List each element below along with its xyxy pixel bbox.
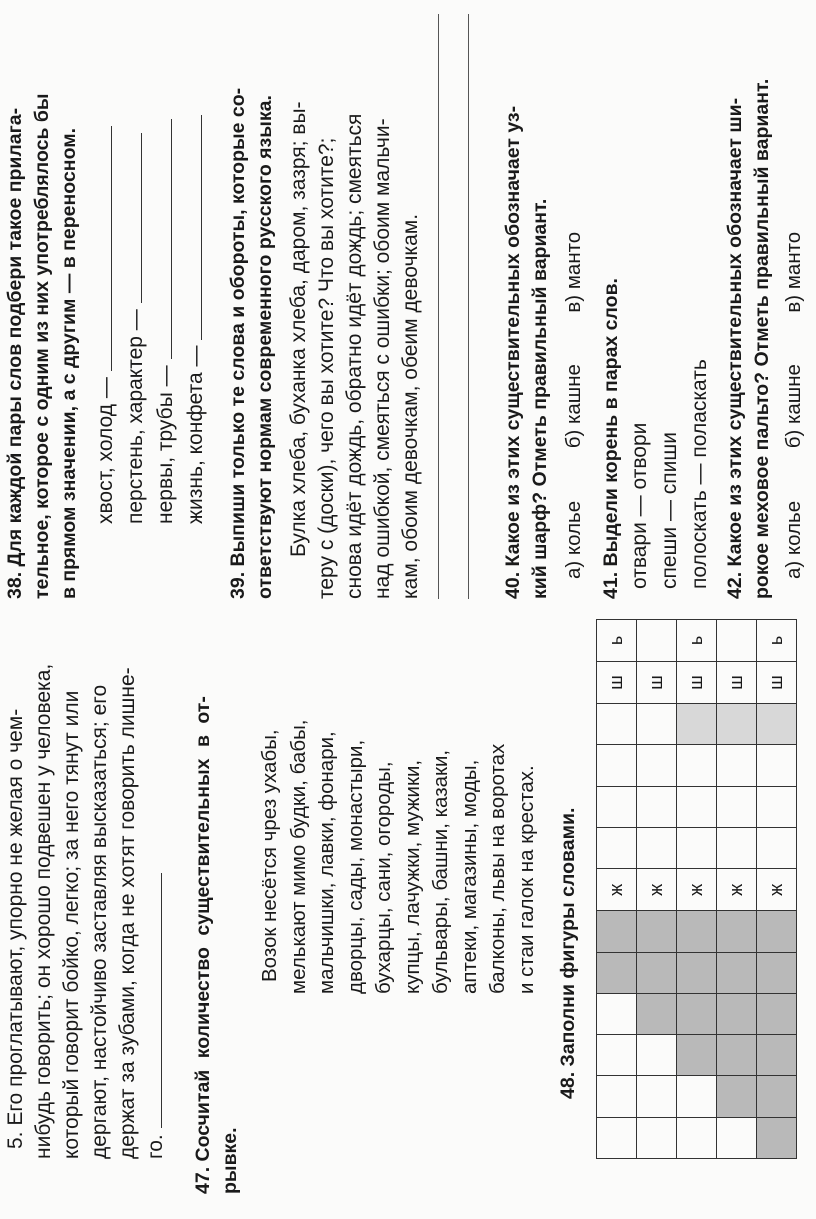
- riddle-line: го.: [144, 1134, 167, 1159]
- exercise-title: в прямом значении, а с другим — в переносном.: [58, 127, 80, 599]
- grid-cell[interactable]: [677, 745, 717, 786]
- grid-cell[interactable]: [757, 786, 797, 827]
- option[interactable]: в) манто: [782, 231, 805, 313]
- answer-line[interactable]: [161, 873, 162, 1128]
- word-pair: полоскать — поласкать: [688, 359, 711, 589]
- grid-cell[interactable]: [677, 1076, 717, 1117]
- option[interactable]: а) колье: [562, 500, 585, 579]
- grid-cell[interactable]: [757, 1117, 797, 1158]
- poem-line: Возок несётся чрез ухабы,: [258, 729, 281, 982]
- option[interactable]: а) колье: [782, 500, 805, 579]
- grid-cell[interactable]: [597, 952, 637, 993]
- grid-cell[interactable]: [757, 704, 797, 745]
- grid-cell[interactable]: [717, 620, 757, 662]
- exercise-47: [190, 619, 541, 1194]
- exercise-title: Выдели корень в парах слов.: [600, 278, 622, 567]
- riddle-line: 5. Его проглатывают, упорно не желая о чем-: [4, 708, 27, 1149]
- grid-cell[interactable]: [597, 827, 637, 868]
- exercise-title: Какое из этих существительных обозначает ши-: [724, 97, 746, 567]
- poem-line: аптеки, магазины, моды,: [457, 759, 481, 994]
- answer-line[interactable]: [438, 14, 439, 599]
- grid-cell[interactable]: [677, 1035, 717, 1076]
- left-column: [0, 619, 816, 1219]
- answer-line[interactable]: [141, 133, 142, 303]
- grid-cell[interactable]: ш: [677, 661, 717, 703]
- poem-line: бухарцы, сани, огороды,: [372, 761, 395, 994]
- grid-cell[interactable]: [597, 786, 637, 827]
- word-pair: жизнь, конфета —: [184, 345, 207, 524]
- grid-cell[interactable]: [637, 745, 677, 786]
- exercise-title: Заполни фигуры словами.: [557, 807, 579, 1067]
- right-column: [0, 9, 816, 599]
- answer-options: [562, 9, 586, 599]
- grid-cell[interactable]: [597, 993, 637, 1034]
- exercise-number: 42.: [724, 571, 746, 599]
- riddle-line: который говорит бойко, легко; за него тянут или: [60, 690, 83, 1159]
- grid-cell[interactable]: [757, 1076, 797, 1117]
- exercise-title: ответствуют нормам современного русского языка.: [254, 95, 276, 599]
- grid-cell[interactable]: [637, 827, 677, 868]
- word-pair: отвари — отвори: [628, 422, 651, 589]
- exercise-title: рывке.: [219, 1127, 241, 1194]
- text-line: снова идёт дождь, обратно идёт дождь; смеяться: [343, 113, 366, 599]
- answer-line[interactable]: [201, 115, 202, 340]
- word-pair: нервы, трубы —: [154, 365, 177, 524]
- grid-cell[interactable]: [717, 952, 757, 993]
- exercise-38: [2, 0, 211, 599]
- grid-cell[interactable]: [717, 1076, 757, 1117]
- grid-cell[interactable]: ж: [597, 869, 637, 911]
- exercise-title: рокое меховое пальто? Отметь правильный вариант.: [751, 78, 773, 599]
- grid-cell[interactable]: [757, 745, 797, 786]
- grid-cell[interactable]: [597, 911, 637, 952]
- grid-cell[interactable]: [677, 786, 717, 827]
- grid-cell[interactable]: [717, 993, 757, 1034]
- grid-cell[interactable]: [637, 911, 677, 952]
- grid-cell[interactable]: [757, 911, 797, 952]
- grid-cell[interactable]: [717, 1117, 757, 1158]
- grid-cell[interactable]: [717, 1035, 757, 1076]
- grid-cell[interactable]: [637, 952, 677, 993]
- exercise-title: Какое из этих существительных обозначает уз-: [502, 105, 524, 567]
- grid-cell[interactable]: [717, 704, 757, 745]
- grid-cell[interactable]: [677, 911, 717, 952]
- grid-cell[interactable]: [677, 1117, 717, 1158]
- grid-cell[interactable]: ж: [637, 869, 677, 911]
- exercise-title: Выпиши только те слова и обороты, которые со-: [227, 87, 249, 567]
- grid-cell[interactable]: [757, 827, 797, 868]
- riddle-line: дергают, настойчиво заставляя высказаться; его: [88, 684, 111, 1159]
- poem-line: мальчишки, лавки, фонари,: [315, 731, 338, 994]
- grid-cell[interactable]: [677, 952, 717, 993]
- word-pair: перстень, характер —: [124, 309, 147, 524]
- exercise-48-title: [555, 808, 582, 1099]
- poem-line: бульвары, башни, казаки,: [429, 749, 452, 994]
- grid-cell[interactable]: ш: [757, 661, 797, 703]
- exercise-number: 47.: [192, 1166, 214, 1194]
- grid-cell[interactable]: [637, 993, 677, 1034]
- option[interactable]: в) манто: [562, 231, 585, 313]
- exercise-number: 48.: [557, 1071, 579, 1099]
- grid-cell[interactable]: [757, 993, 797, 1034]
- answer-line[interactable]: [111, 126, 112, 371]
- grid-cell[interactable]: [717, 786, 757, 827]
- poem-line: мелькают мимо будки, бабы,: [286, 719, 310, 994]
- grid-cell[interactable]: [597, 1076, 637, 1117]
- text-line: Булка хлеба, буханка хлеба, даром, зазря; вы-: [287, 101, 310, 557]
- grid-cell[interactable]: ь: [677, 620, 717, 662]
- poem-line: дворцы, сады, монастыри,: [343, 739, 367, 994]
- exercise-39: [225, 9, 425, 599]
- poem-line: купцы, лачужки, мужики,: [400, 759, 424, 994]
- exercise-title: тельное, которое с одним из них употреблялось бы: [31, 93, 53, 599]
- poem: [256, 619, 541, 1194]
- grid-cell[interactable]: [717, 745, 757, 786]
- grid-cell[interactable]: [597, 1117, 637, 1158]
- grid-cell[interactable]: [677, 827, 717, 868]
- grid-cell[interactable]: ж: [677, 869, 717, 911]
- grid-cell[interactable]: ь: [597, 620, 637, 662]
- option[interactable]: б) кашне: [562, 364, 585, 449]
- exercise-title: Сосчитай количество существительных в от-: [192, 696, 214, 1162]
- grid-cell[interactable]: [757, 952, 797, 993]
- exercise-41: [598, 9, 715, 599]
- word-pairs: [91, 0, 211, 599]
- grid-cell[interactable]: [677, 993, 717, 1034]
- word-pair: спеши — спиши: [658, 432, 681, 589]
- grid-cell[interactable]: [637, 704, 677, 745]
- answer-line[interactable]: [171, 119, 172, 359]
- grid-cell[interactable]: [637, 786, 677, 827]
- word-grid: [596, 619, 797, 1159]
- grid-cell[interactable]: [717, 827, 757, 868]
- exercise-number: 41.: [600, 571, 622, 599]
- riddle-line: нибудь говорить; он хорошо подвешен у человека,: [32, 663, 55, 1159]
- grid-cell[interactable]: ш: [597, 661, 637, 703]
- riddle-line: держат за зубами, когда не хотят говорить лишне-: [116, 667, 139, 1159]
- grid-cell[interactable]: ь: [757, 620, 797, 662]
- poem-line: балконы, львы на воротах: [486, 743, 509, 994]
- grid-cell[interactable]: [637, 1076, 677, 1117]
- grid-cell[interactable]: [637, 1035, 677, 1076]
- grid-cell[interactable]: [597, 704, 637, 745]
- answer-options: [782, 9, 806, 599]
- exercise-40: [500, 9, 586, 599]
- exercise-39-text: [285, 9, 425, 599]
- exercise-42: [722, 9, 806, 599]
- grid-cell[interactable]: [637, 620, 677, 662]
- grid-cell[interactable]: [757, 1035, 797, 1076]
- exercise-number: 38.: [4, 571, 26, 599]
- exercise-number: 40.: [502, 571, 524, 599]
- grid-cell[interactable]: [677, 704, 717, 745]
- grid-cell[interactable]: [597, 745, 637, 786]
- grid-cell[interactable]: [597, 1035, 637, 1076]
- grid-cell[interactable]: ж: [757, 869, 797, 911]
- answer-line[interactable]: [468, 14, 469, 599]
- poem-line: и стаи галок на крестах.: [514, 765, 538, 994]
- grid-cell[interactable]: [717, 911, 757, 952]
- grid-cell[interactable]: ш: [637, 661, 677, 703]
- grid-cell[interactable]: [637, 1117, 677, 1158]
- text-line: кам, обоим девочкам, обеим девочкам.: [399, 213, 422, 599]
- exercise-number: 39.: [227, 571, 249, 599]
- root-pairs: [625, 9, 715, 599]
- option[interactable]: б) кашне: [782, 364, 805, 449]
- riddle-text: [2, 619, 170, 1159]
- text-line: над ошибкой, смеяться с ошибки; обоим мальчи-: [371, 118, 394, 599]
- grid-cell[interactable]: ш: [717, 661, 757, 703]
- word-pair: хвост, холод —: [94, 377, 117, 524]
- text-line: теру с (доски), чего вы хотите? Что вы хотите?;: [315, 137, 338, 599]
- exercise-title: Для каждой пары слов подбери такое прилага-: [4, 107, 26, 567]
- grid-cell[interactable]: ж: [717, 869, 757, 911]
- exercise-title: кий шарф? Отметь правильный вариант.: [529, 198, 551, 599]
